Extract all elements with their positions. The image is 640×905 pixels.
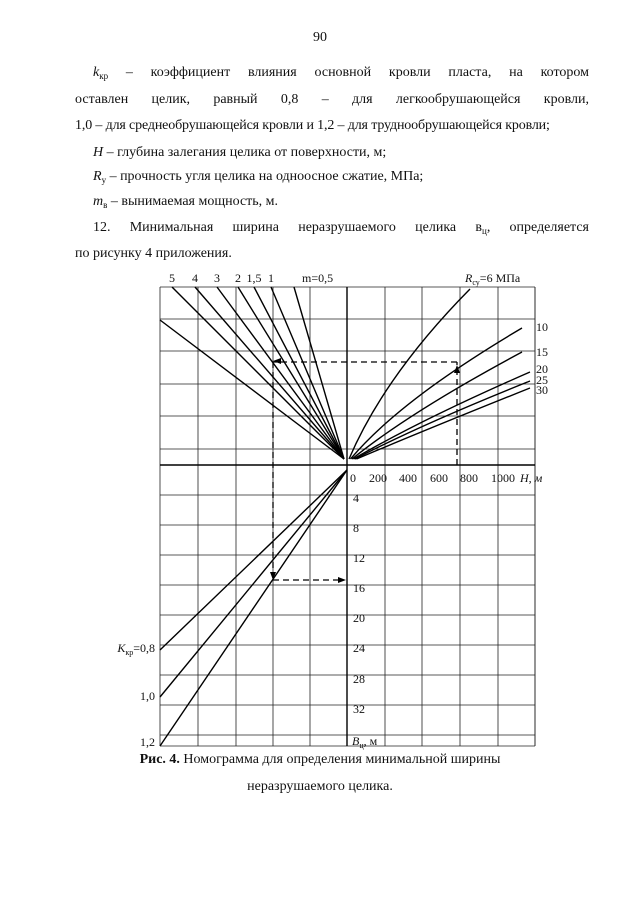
rsu-label: 15 — [536, 345, 548, 359]
arrow-head — [454, 365, 460, 373]
item12-text: 12. Минимальная ширина неразрушаемого целика в — [93, 220, 482, 235]
m-line — [160, 320, 344, 459]
h-axis-tick: 1000 — [491, 471, 515, 485]
b-axis-tick: 32 — [353, 702, 365, 716]
rsu-curve — [355, 381, 530, 459]
m-label: 1,5 — [246, 271, 262, 285]
definition-Ry-text: – прочность угля целика на одноосное сжатие, МПа; — [109, 169, 424, 184]
m-line — [254, 287, 344, 459]
kkr-line — [160, 470, 347, 650]
kkr-label-second: 1,0 — [140, 689, 155, 703]
b-axis-tick: 12 — [353, 551, 365, 565]
m-label: 4 — [192, 271, 198, 285]
item12-line2: по рисунку 4 приложения. — [75, 246, 232, 261]
item12-end: , определяется — [486, 220, 589, 235]
page-number: 90 — [313, 30, 327, 45]
rsu-label: 20 — [536, 362, 548, 376]
symbol-Ry: R — [93, 169, 102, 184]
kkr-label-first: $K_{кр}=0,8$ — [117, 641, 155, 657]
item12-sub: ц — [481, 226, 487, 236]
b-axis-tick: 20 — [353, 611, 365, 625]
symbol-kkr: k — [93, 65, 100, 80]
m-label: m=0,5 — [302, 271, 334, 285]
symbol-mv: m — [93, 194, 104, 209]
b-axis-tick: 16 — [353, 581, 365, 595]
rsu-label: 30 — [536, 383, 548, 397]
nomogram-curves — [160, 287, 530, 746]
rsu-curve — [357, 388, 531, 459]
rsu-label: 25 — [536, 373, 548, 387]
definition-mv-text: – вынимаемая мощность, м. — [110, 194, 279, 209]
symbol-H: H — [93, 145, 104, 160]
arrow-head — [273, 358, 281, 364]
figure-caption-text1: Номограмма для определения минимальной ширины — [179, 752, 501, 767]
nomogram-grid — [160, 287, 535, 746]
b-axis-tick: 8 — [353, 521, 359, 535]
arrow-head — [338, 577, 346, 583]
kkr-line — [160, 470, 347, 697]
m-label: 5 — [169, 271, 175, 285]
h-axis-tick: 800 — [460, 471, 478, 485]
figure-label: Рис. 4. — [139, 752, 180, 767]
rsu-label: 10 — [536, 320, 548, 334]
h-axis-tick: 600 — [430, 471, 448, 485]
b-axis-tick: 24 — [353, 641, 365, 655]
kkr-label-third: 1,2 — [140, 735, 155, 749]
figure-caption-line2: неразрушаемого целика. — [247, 779, 393, 794]
figure-caption-line1 — [0, 752, 640, 768]
rsu-curve — [351, 328, 523, 459]
m-label: 1 — [268, 271, 274, 285]
definition-kkr-line3: 1,0 – для среднеобрушающейся кровли и 1,2 – для труднообрушающейся кровли; — [75, 118, 550, 133]
definition-H-text: – глубина залегания целика от поверхности, м; — [106, 145, 387, 160]
nomogram-labels — [116, 271, 548, 750]
b-axis-tick: 4 — [353, 491, 359, 505]
h-axis-tick: 0 — [350, 471, 356, 485]
definition-kkr-text1: – коэффициент влияния основной кровли пласта, на котором — [125, 65, 589, 80]
symbol-kkr-sub: кр — [99, 71, 109, 81]
m-line — [195, 287, 344, 459]
m-label: 3 — [214, 271, 220, 285]
h-axis-tick: 400 — [399, 471, 417, 485]
h-axis-tick: 200 — [369, 471, 387, 485]
b-axis-tick: 28 — [353, 672, 365, 686]
symbol-Ry-sub: у — [101, 175, 107, 185]
h-axis-label: H, м — [520, 471, 543, 485]
m-line — [238, 287, 344, 459]
m-label: 2 — [235, 271, 241, 285]
b-axis-label: $B_ц$, м — [352, 734, 378, 750]
definition-kkr-line2: оставлен целик, равный 0,8 – для легкообрушающейся кровли, — [75, 92, 589, 107]
rsu-title: $R_{су}=6$ МПа — [465, 271, 521, 287]
symbol-mv-sub: в — [103, 200, 108, 210]
rsu-curve — [349, 289, 470, 459]
m-line — [271, 287, 344, 459]
